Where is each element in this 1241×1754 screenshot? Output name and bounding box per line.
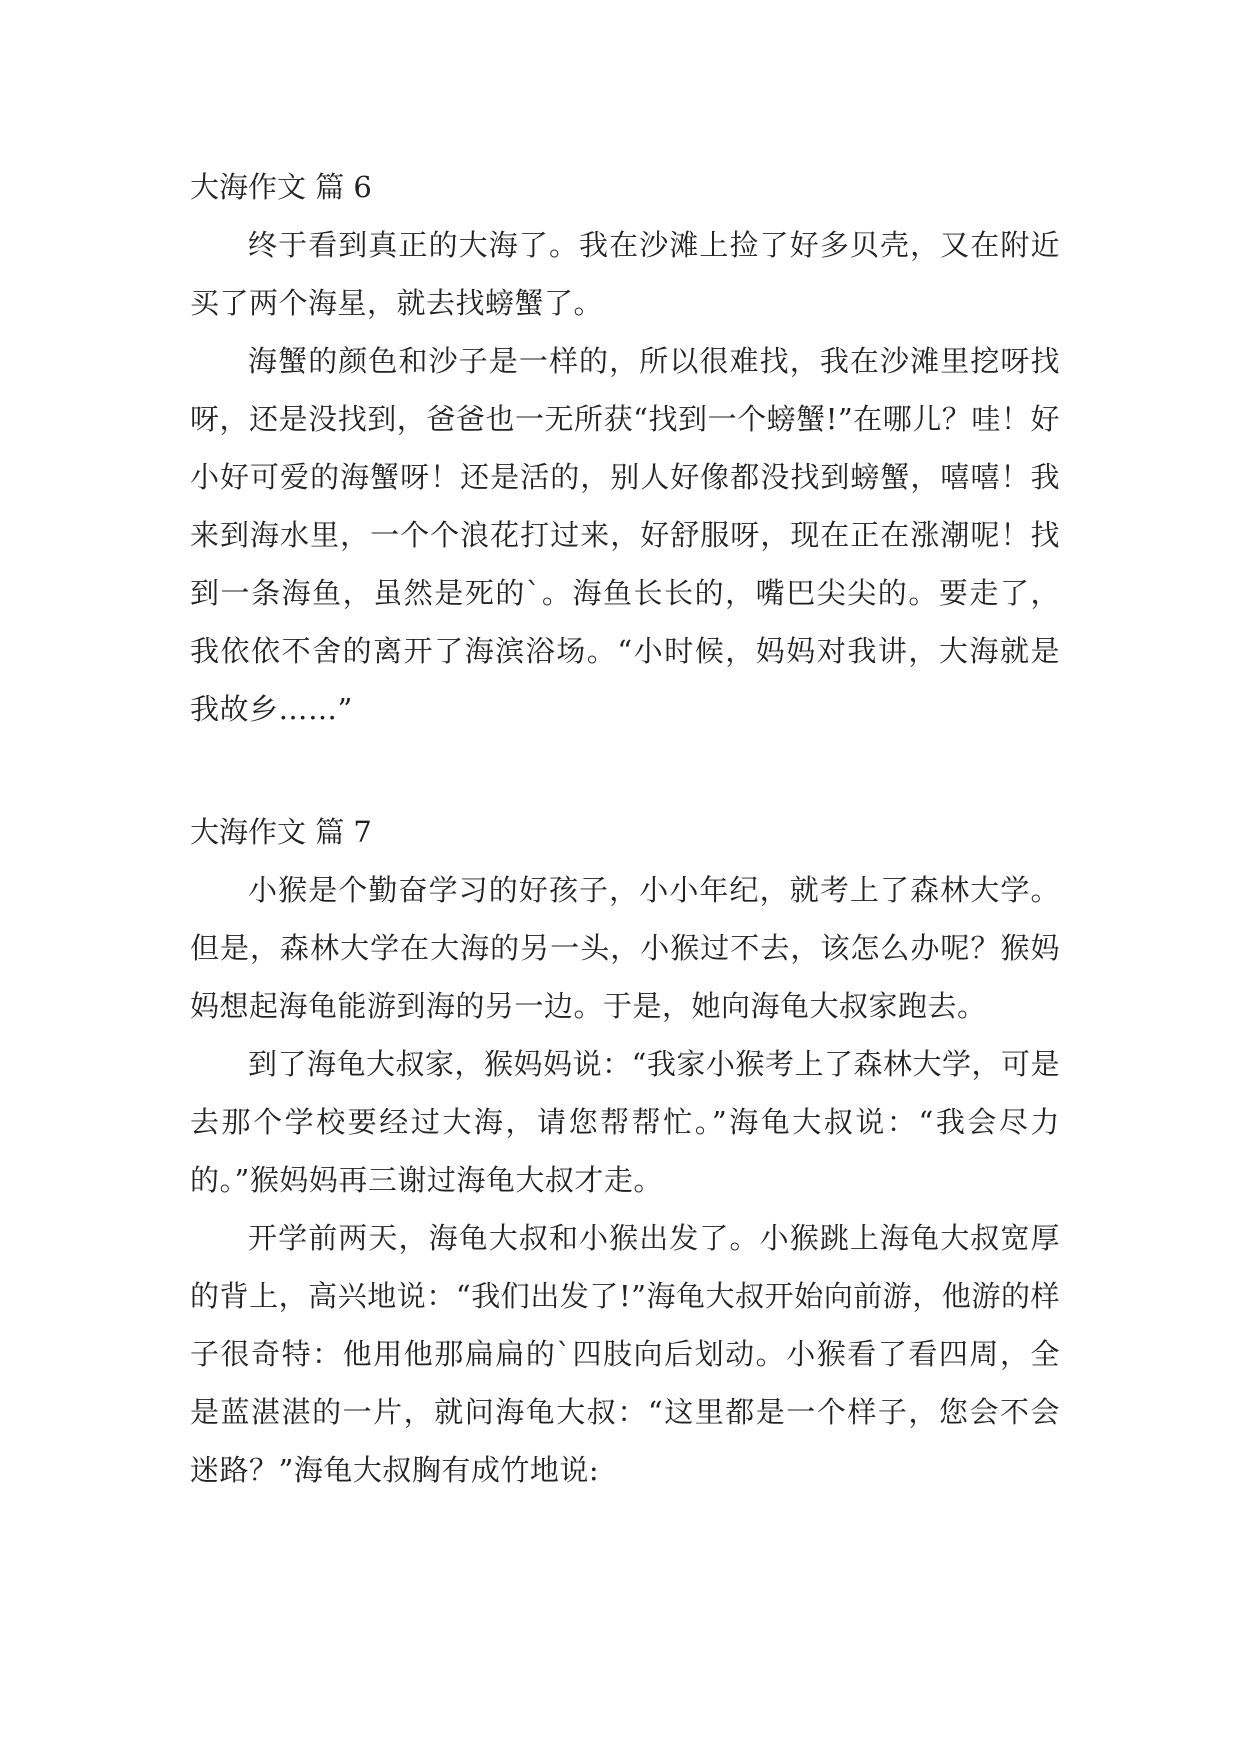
paragraph: 开学前两天，海龟大叔和小猴出发了。小猴跳上海龟大叔宽厚的背上，高兴地说：“我们出发了!”海龟大叔开始向前游，他游的样子很奇特：他用他那扁扁的`四肢向后划动。小猴看了看四周，全是蓝湛湛的一片，就问海龟大叔：“这里都是一个样子，您会不会迷路？”海龟大叔胸有成竹地说: <box>190 1221 1060 1487</box>
section-title: 大海作文 篇 7 <box>190 815 372 849</box>
paragraph: 海蟹的颜色和沙子是一样的，所以很难找，我在沙滩里挖呀找呀，还是没找到，爸爸也一无所获“找到一个螃蟹!”在哪儿？哇！好小好可爱的海蟹呀！还是活的，别人好像都没找到螃蟹，嘻嘻！我来到海水里，一个个浪花打过来，好舒服呀，现在正在涨潮呢！找到一条海鱼，虽然是死的`。海鱼长长的，嘴巴尖尖的。要走了，我依依不舍的离开了海滨浴场。“小时候，妈妈对我讲，大海就是我故乡……” <box>190 344 1060 726</box>
paragraph: 小猴是个勤奋学习的好孩子，小小年纪，就考上了森林大学。但是，森林大学在大海的另一头，小猴过不去，该怎么办呢？猴妈妈想起海龟能游到海的另一边。于是，她向海龟大叔家跑去。 <box>190 873 1060 1023</box>
paragraph: 到了海龟大叔家，猴妈妈说：“我家小猴考上了森林大学，可是去那个学校要经过大海，请您帮帮忙。”海龟大叔说：“我会尽力的。”猴妈妈再三谢过海龟大叔才走。 <box>190 1047 1060 1197</box>
essay-section-6 <box>190 158 1060 738</box>
essay-section-7 <box>190 803 1060 1499</box>
paragraph: 终于看到真正的大海了。我在沙滩上捡了好多贝壳，又在附近买了两个海星，就去找螃蟹了。 <box>190 228 1060 320</box>
section-title: 大海作文 篇 6 <box>190 170 372 204</box>
